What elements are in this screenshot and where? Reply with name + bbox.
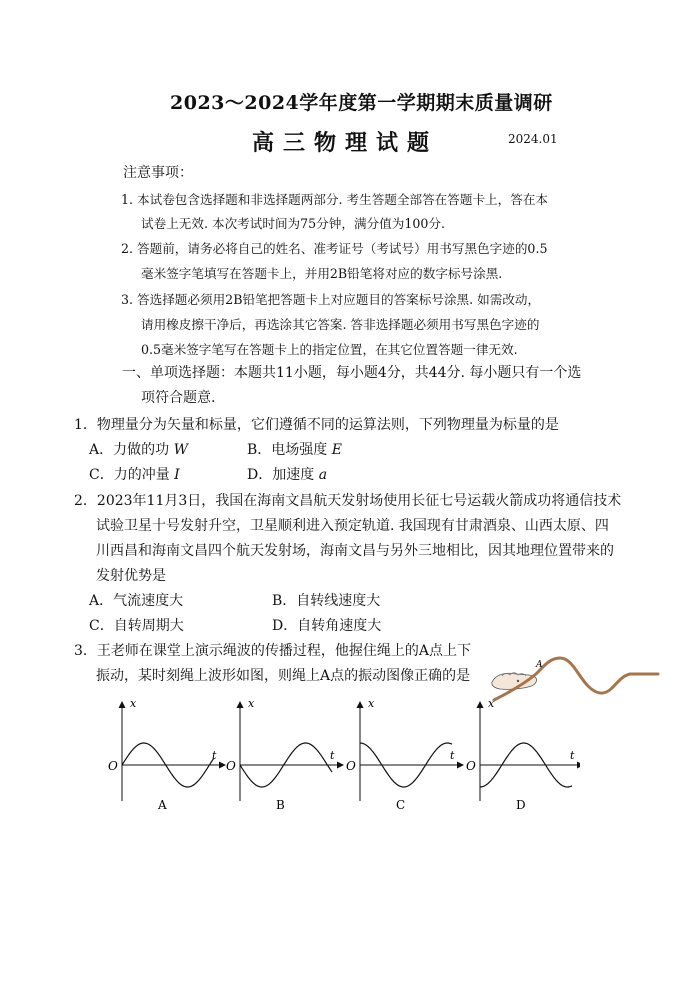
question-2-stem-line-2: 试验卫星十号发射升空，卫星顺利进入预定轨道. 我国现有甘肃酒泉、山西太原、四 xyxy=(96,518,609,534)
note-2-line-1: 2. 答题前，请务必将自己的姓名、准考证号（考试号）用书写黑色字迹的0.5 xyxy=(121,241,548,256)
origin-label: O xyxy=(346,759,356,773)
option-label: C．力的冲量 xyxy=(89,467,170,483)
t-axis-label: t xyxy=(330,749,335,762)
note-1-line-2: 试卷上无效. 本次考试时间为75分钟，满分值为100分. xyxy=(141,216,445,231)
t-axis-label: t xyxy=(212,749,217,762)
note-1-line-1: 1. 本试卷包含选择题和非选择题两部分. 考生答题全部答在答题卡上，答在本 xyxy=(121,192,549,207)
option-symbol: E xyxy=(331,442,342,458)
x-axis-label: x xyxy=(488,697,495,710)
exam-date: 2024.01 xyxy=(508,132,558,146)
option-symbol: a xyxy=(318,467,328,483)
option-label: D．加速度 xyxy=(247,467,315,483)
hand-icon xyxy=(492,673,537,690)
origin-label: O xyxy=(108,759,118,773)
question-2-option-b: B．自转线速度大 xyxy=(272,593,381,609)
option-symbol: I xyxy=(174,467,180,483)
notes-heading: 注意事项： xyxy=(123,165,193,181)
graph-caption: C xyxy=(396,798,406,812)
exam-subtitle: 高三物理试题 xyxy=(252,130,439,156)
question-2-stem-line-4: 发射优势是 xyxy=(96,568,166,584)
graph-caption: D xyxy=(516,798,526,812)
origin-label: O xyxy=(226,759,236,773)
section-heading-line-2: 项符合题意. xyxy=(141,390,216,406)
graph-a xyxy=(108,697,224,812)
exam-title: 2023～2024学年度第一学期期末质量调研 xyxy=(170,92,553,114)
note-3-line-3: 0.5毫米签字笔写在答题卡上的指定位置，在其它位置答题一律无效. xyxy=(141,342,518,357)
graph-caption: B xyxy=(276,798,285,812)
option-symbol: W xyxy=(173,442,188,458)
option-label: B．电场强度 xyxy=(247,442,328,458)
question-3-stem-line-1: 3．王老师在课堂上演示绳波的传播过程，他握住绳上的A点上下 xyxy=(74,643,472,659)
question-1-option-a xyxy=(89,439,188,459)
section-heading-line-1: 一、单项选择题：本题共11小题，每小题4分，共44分. 每小题只有一个选 xyxy=(122,365,582,381)
question-2-stem-line-1: 2．2023年11月3日，我国在海南文昌航天发射场使用长征七号运载火箭成功将通信技术 xyxy=(74,493,622,509)
origin-label: O xyxy=(466,759,476,773)
t-axis-label: t xyxy=(570,749,575,762)
graph-d xyxy=(466,697,580,812)
x-axis-label: x xyxy=(130,697,137,710)
graph-c xyxy=(346,697,462,812)
point-a-label: A xyxy=(536,660,543,670)
option-label: A．力做的功 xyxy=(89,442,170,458)
question-1-option-c xyxy=(89,464,180,484)
question-2-option-c: C．自转周期大 xyxy=(89,618,184,634)
question-2-option-a: A．气流速度大 xyxy=(89,593,184,609)
graph-caption: A xyxy=(158,798,167,812)
question-1-option-d xyxy=(247,464,327,484)
question-2-option-d: D．自转角速度大 xyxy=(272,618,382,634)
note-3-line-2: 请用橡皮擦干净后，再选涂其它答案. 答非选择题必须用书写黑色字迹的 xyxy=(141,317,540,332)
question-2-stem-line-3: 川西昌和海南文昌四个航天发射场，海南文昌与另外三地相比，因其地理位置带来的 xyxy=(96,543,614,559)
vibration-graphs xyxy=(100,695,580,817)
x-axis-label: x xyxy=(368,697,375,710)
graph-b xyxy=(226,697,342,812)
question-3-stem-line-2: 振动，某时刻绳上波形如图，则绳上A点的振动图像正确的是 xyxy=(96,668,471,684)
note-3-line-1: 3. 答选择题必须用2B铅笔把答题卡上对应题目的答案标号涂黑. 如需改动， xyxy=(121,292,541,307)
question-1-stem: 1．物理量分为矢量和标量，它们遵循不同的运算法则，下列物理量为标量的是 xyxy=(74,417,559,433)
question-1-option-b xyxy=(247,439,342,459)
t-axis-label: t xyxy=(450,749,455,762)
x-axis-label: x xyxy=(248,697,255,710)
note-2-line-2: 毫米签字笔填写在答题卡上，并用2B铅笔将对应的数字标号涂黑. xyxy=(141,266,503,281)
